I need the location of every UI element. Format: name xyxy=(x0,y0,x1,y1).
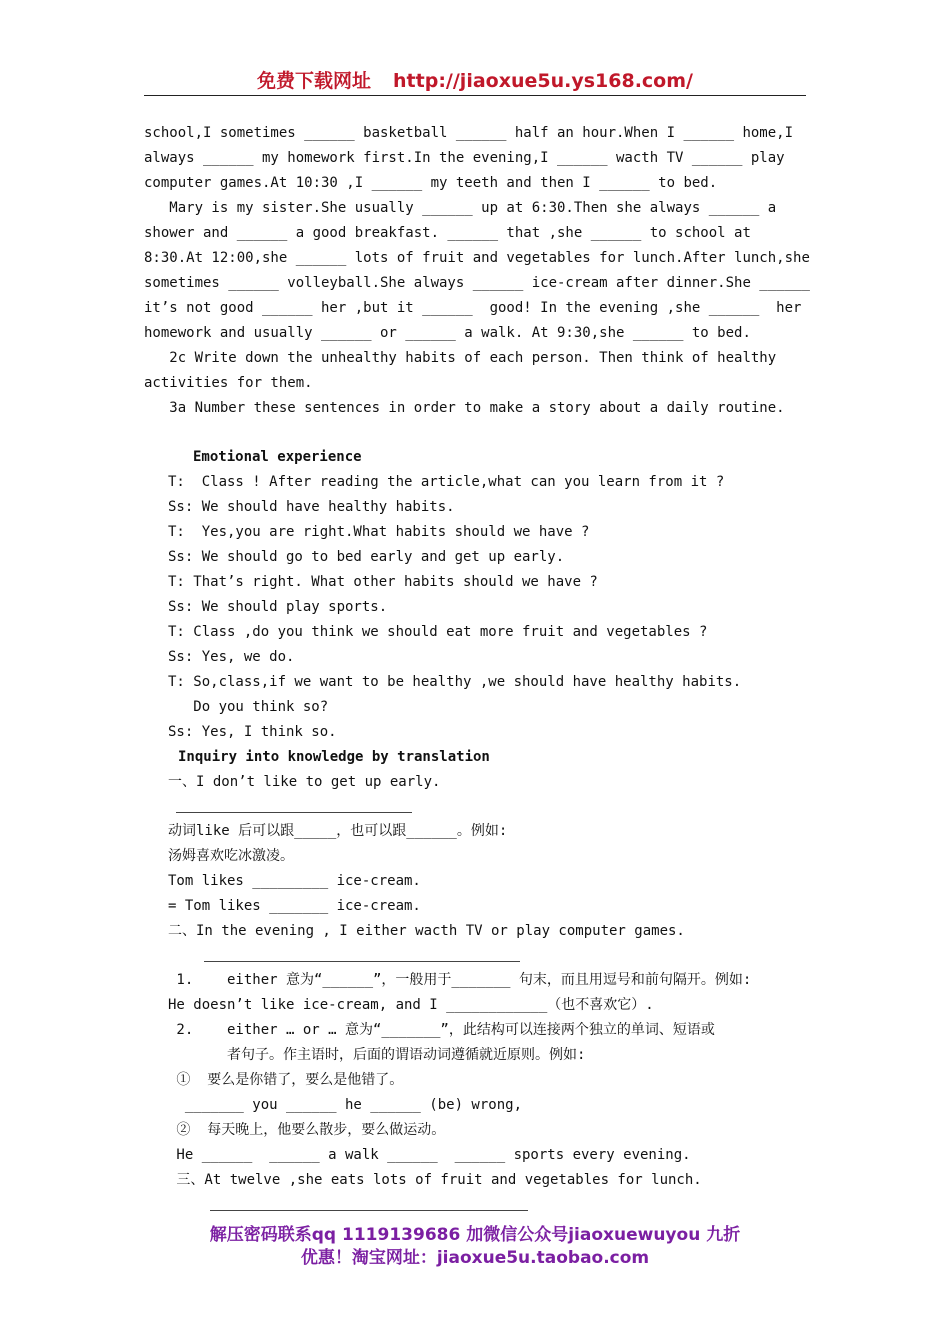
either-note-2b: 者句子。作主语时，后面的谓语动词遵循就近原则。例如: xyxy=(168,1047,586,1063)
example-2-english: He ______ ______ a walk ______ ______ sports every evening. xyxy=(168,1147,691,1163)
passage-line: sometimes ______ volleyball.She always ______ ice-cream after dinner.She ______ xyxy=(144,275,810,291)
passage-line: 8:30.At 12:00,she ______ lots of fruit and vegetables for lunch.After lunch,she xyxy=(144,250,810,266)
passage-line: 3a Number these sentences in order to make a story about a daily routine. xyxy=(144,400,785,416)
example-2-chinese: ② 每天晚上，他要么散步，要么做运动。 xyxy=(168,1122,446,1138)
passage-line: always ______ my homework first.In the evening,I ______ wacth TV ______ play xyxy=(144,150,785,166)
either-note-1b: He doesn’t like ice-cream, and I ____________（也不喜欢它）. xyxy=(168,997,654,1013)
footer-line-2: 优惠！淘宝网址：jiaoxue5u.taobao.com xyxy=(300,1248,650,1268)
passage-line: shower and ______ a good breakfast. ______ that ,she ______ to school at xyxy=(144,225,751,241)
dialogue-line: Ss: Yes, we do. xyxy=(168,649,295,665)
passage-line: Mary is my sister.She usually ______ up at 6:30.Then she always ______ a xyxy=(144,200,777,216)
passage-line: computer games.At 10:30 ,I ______ my teeth and then I ______ to bed. xyxy=(144,175,718,191)
dialogue-line: T: That’s right. What other habits should we have ? xyxy=(168,574,598,590)
either-note-2: 2. either … or … 意为“_______”，此结构可以连接两个独立的单词、短语或 xyxy=(168,1022,715,1038)
dialogue-line: Ss: We should have healthy habits. xyxy=(168,499,455,515)
passage-line: it’s not good ______ her ,but it ______ good! In the evening ,she ______ her xyxy=(144,300,802,316)
dialogue-line: T: Yes,you are right.What habits should we have ? xyxy=(168,524,590,540)
header-url[interactable]: http://jiaoxue5u.ys168.com/ xyxy=(393,70,693,92)
like-chinese: 汤姆喜欢吃冰激凌。 xyxy=(168,848,294,864)
answer-line xyxy=(176,812,412,813)
section-heading-emotional: Emotional experience xyxy=(193,449,362,465)
header-label: 免费下载网址 xyxy=(257,70,372,92)
dialogue-line: Ss: We should play sports. xyxy=(168,599,388,615)
answer-line xyxy=(204,961,520,962)
passage-line: school,I sometimes ______ basketball ______ half an hour.When I ______ home,I xyxy=(144,125,794,141)
answer-line xyxy=(210,1210,528,1211)
dialogue-line: Ss: Yes, I think so. xyxy=(168,724,337,740)
sentence-three: 三、At twelve ,she eats lots of fruit and vegetables for lunch. xyxy=(168,1172,702,1188)
section-heading-inquiry: Inquiry into knowledge by translation xyxy=(178,749,490,765)
page-header xyxy=(144,66,806,93)
header-divider xyxy=(144,95,806,96)
dialogue-line: T: Class ,do you think we should eat more fruit and vegetables ? xyxy=(168,624,708,640)
example-1-chinese: ① 要么是你错了，要么是他错了。 xyxy=(168,1072,404,1088)
like-english-2: = Tom likes _______ ice-cream. xyxy=(168,898,421,914)
passage-line: 2c Write down the unhealthy habits of each person. Then think of healthy xyxy=(144,350,777,366)
like-note: 动词like 后可以跟_____，也可以跟______。例如: xyxy=(168,823,508,839)
example-1-english: _______ you ______ he ______ (be) wrong, xyxy=(168,1097,523,1113)
like-english-1: Tom likes _________ ice-cream. xyxy=(168,873,421,889)
footer-line-1: 解压密码联系qq 1119139686 加微信公众号jiaoxuewuyou 九折 xyxy=(209,1225,741,1245)
passage-line: homework and usually ______ or ______ a walk. At 9:30,she ______ to bed. xyxy=(144,325,751,341)
dialogue-line: Do you think so? xyxy=(168,699,329,715)
either-note-1: 1. either 意为“______”，一般用于_______ 句末，而且用逗号和前句隔开。例如: xyxy=(168,972,752,988)
passage-line: activities for them. xyxy=(144,375,313,391)
sentence-two: 二、In the evening , I either wacth TV or play computer games. xyxy=(168,923,685,939)
dialogue-line: T: Class ! After reading the article,what can you learn from it ? xyxy=(168,474,725,490)
sentence-one: 一、I don’t like to get up early. xyxy=(168,774,441,790)
dialogue-line: Ss: We should go to bed early and get up early. xyxy=(168,549,565,565)
dialogue-line: T: So,class,if we want to be healthy ,we should have healthy habits. xyxy=(168,674,742,690)
